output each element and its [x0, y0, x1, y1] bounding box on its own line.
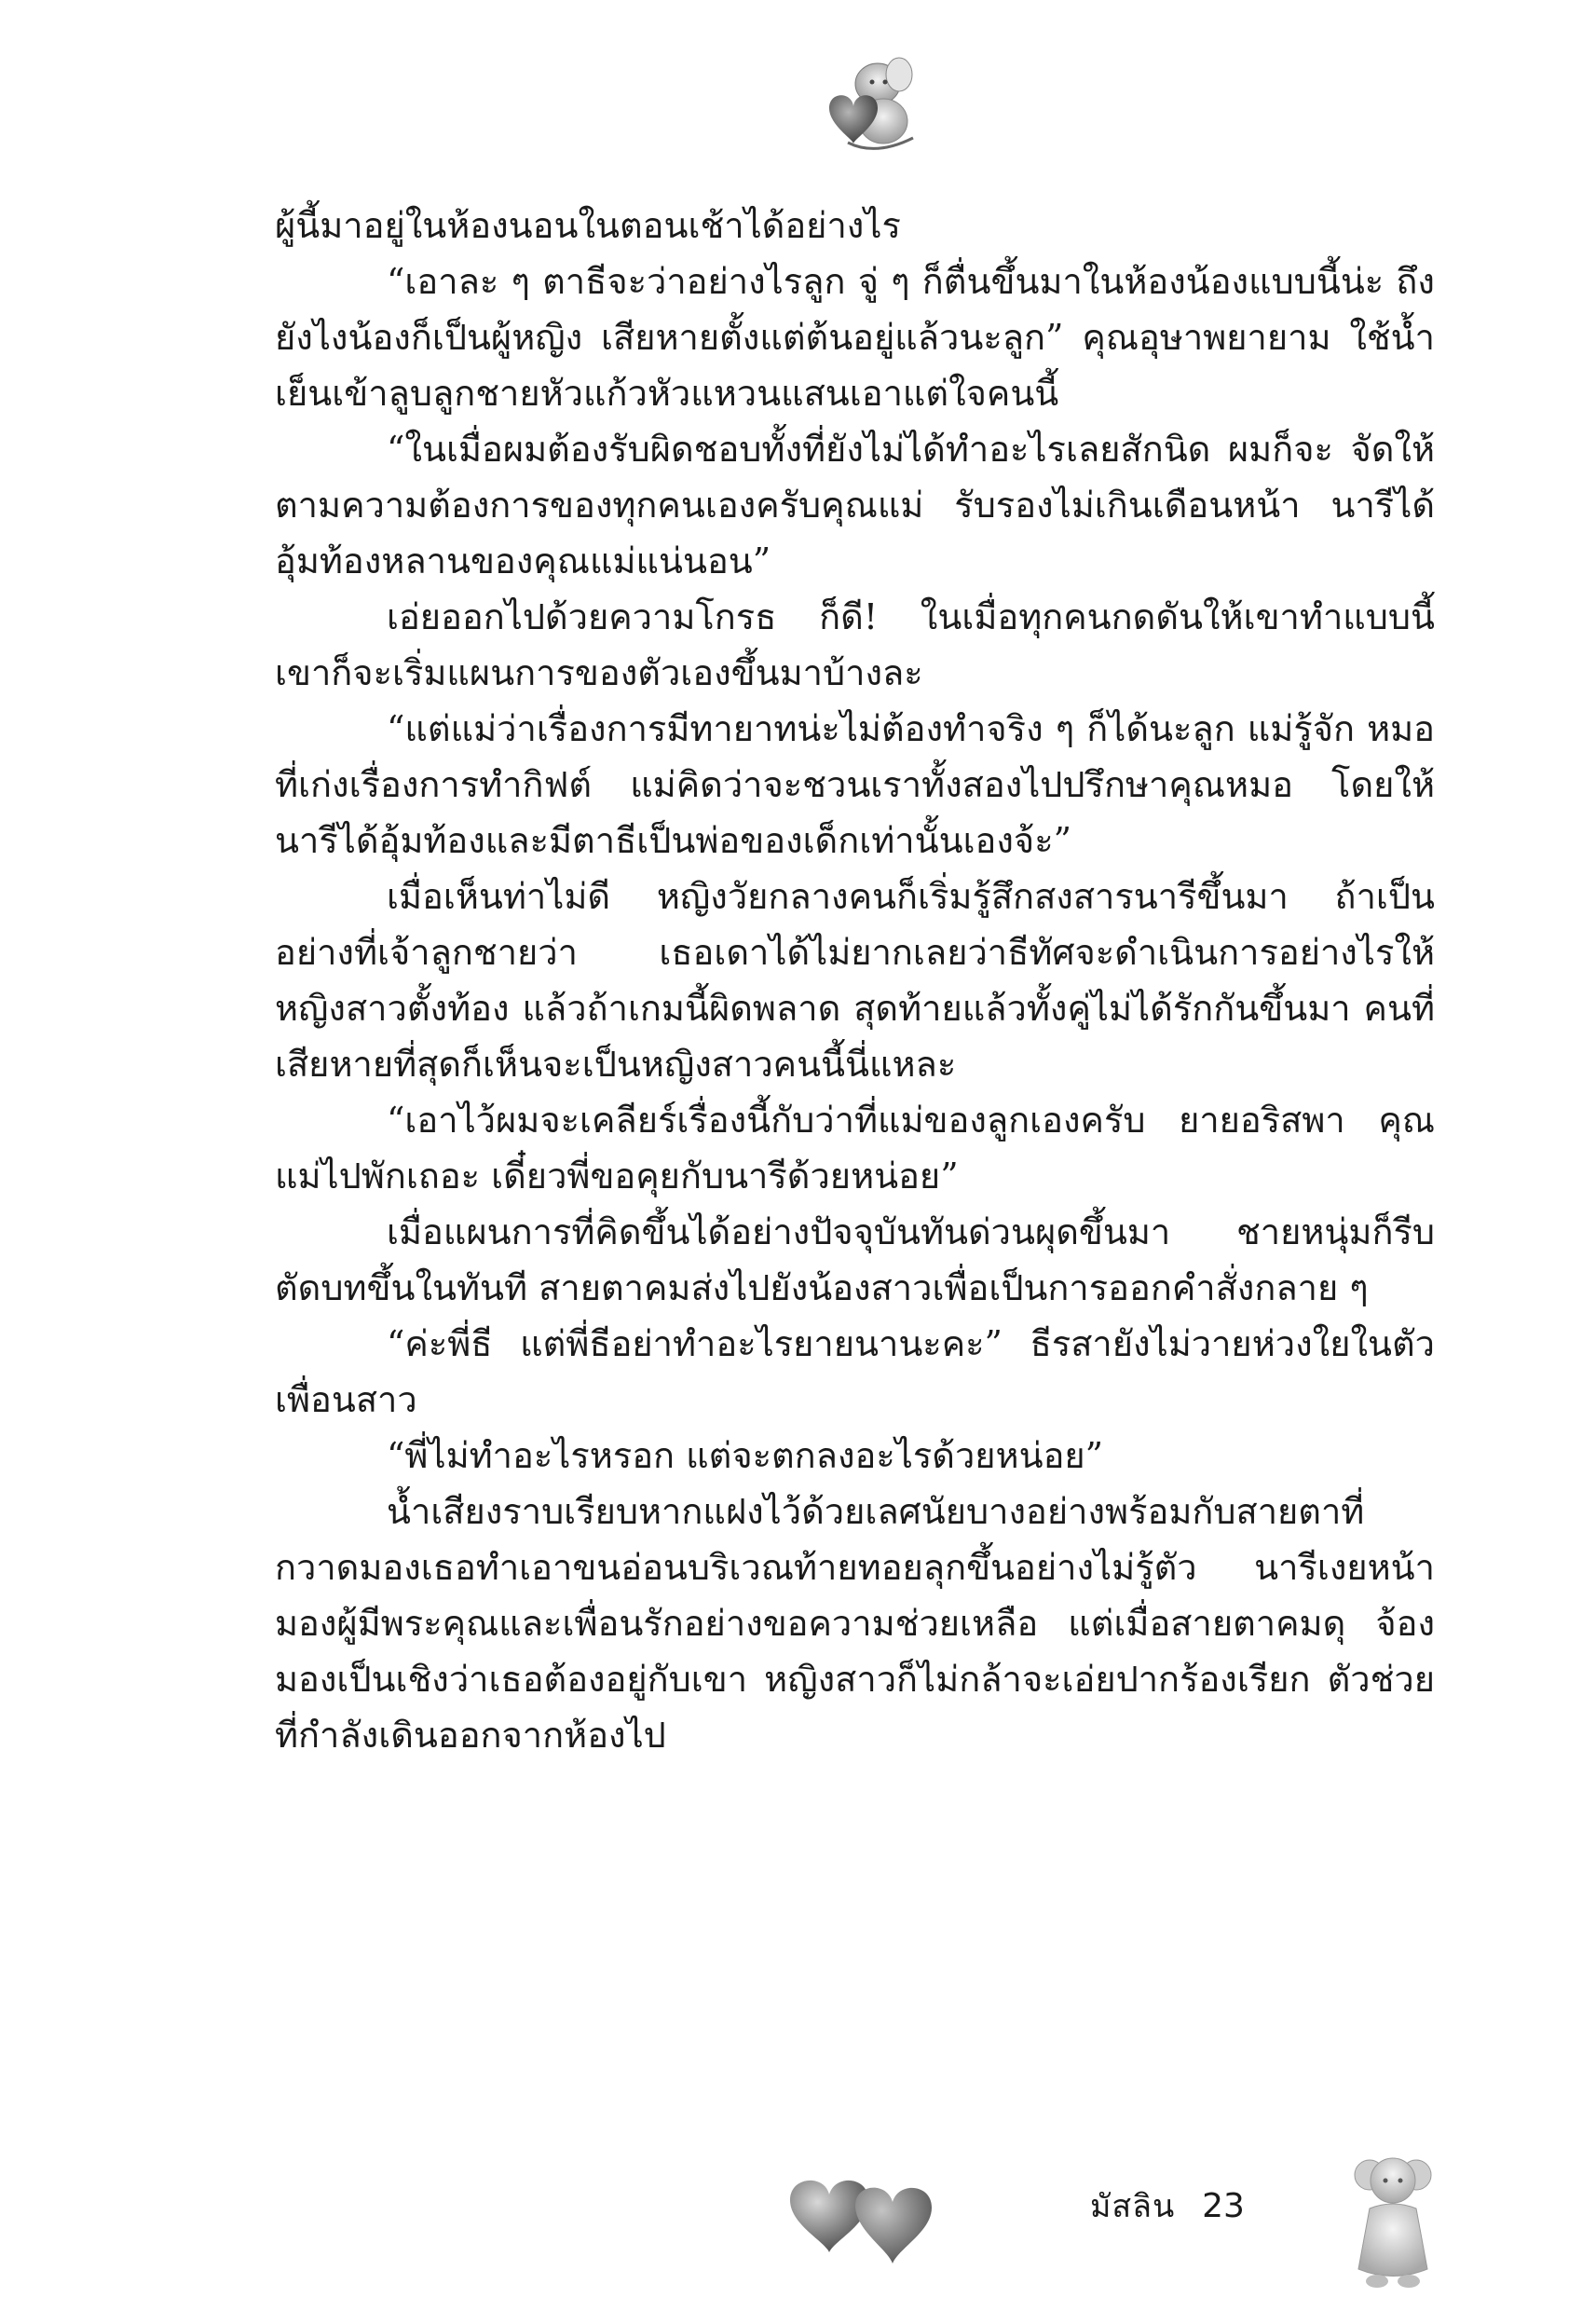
- page-number: 23: [1202, 2187, 1245, 2225]
- book-title: มัสลิน: [1090, 2188, 1176, 2225]
- two-hearts-icon: [783, 2167, 941, 2274]
- paragraph: “ค่ะพี่ธี แต่พี่ธีอย่าทำอะไรยายนานะคะ” ธีรสายังไม่วายห่วงใยในตัว เพื่อนสาว: [275, 1323, 1447, 1420]
- cupid-with-heart-icon: [811, 54, 922, 158]
- page-footer: [1090, 2181, 1245, 2231]
- paragraph: น้ำเสียงราบเรียบหากแฝงไว้ด้วยเลศนัยบางอย่างพร้อมกับสายตาที่ กวาดมองเธอทำเอาขนอ่อนบริเวณท้ายทอยลุกขึ้นอย่างไม่รู้ตัว นารีเงยหน้า มองผู้มีพระคุณและเพื่อนรักอย่างขอความช่วยเหลือ แต่เมื่อสายตาคมดุ จ้องมองเป็นเชิงว่าเธอต้องอยู่กับเขา หญิงสาวก็ไม่กล้าจะเอ่ยปากร้องเรียก ตัวช่วยที่กำลังเดินออกจากห้องไป: [275, 1491, 1447, 1756]
- paragraph: “ในเมื่อผมต้องรับผิดชอบทั้งที่ยังไม่ได้ทำอะไรเลยสักนิด ผมก็จะ จัดให้ตามความต้องการของทุกคนเองครับคุณแม่ รับรองไม่เกินเดือนหน้า นารีได้อุ้มท้องหลานของคุณแม่แน่นอน”: [275, 429, 1435, 581]
- story-body: [275, 198, 1447, 1763]
- paragraph: “เอาละ ๆ ตาธีจะว่าอย่างไรลูก จู่ ๆ ก็ตื่นขึ้นมาในห้องน้องแบบนี้น่ะ ถึงยังไงน้องก็เป็นผู้หญิง เสียหายตั้งแต่ต้นอยู่แล้วนะลูก” คุณอุษาพยายาม ใช้น้ำเย็นเข้าลูบลูกชายหัวแก้วหัวแหวนแสนเอาแต่ใจคนนี้: [275, 261, 1435, 414]
- paragraph: ผู้นี้มาอยู่ในห้องนอนในตอนเช้าได้อย่างไร: [275, 205, 901, 246]
- paragraph: “แต่แม่ว่าเรื่องการมีทายาทน่ะไม่ต้องทำจริง ๆ ก็ได้นะลูก แม่รู้จัก หมอที่เก่งเรื่องการทำกิฟต์ แม่คิดว่าจะชวนเราทั้งสองไปปรึกษาคุณหมอ โดยให้นารีได้อุ้มท้องและมีตาธีเป็นพ่อของเด็กเท่านั้นเองจ้ะ”: [275, 708, 1435, 861]
- paragraph: เมื่อเห็นท่าไม่ดี หญิงวัยกลางคนก็เริ่มรู้สึกสงสารนารีขึ้นมา ถ้าเป็น อย่างที่เจ้าลูกชายว่า เธอเดาได้ไม่ยากเลยว่าธีทัศจะดำเนินการอย่างไรให้ หญิงสาวตั้งท้อง แล้วถ้าเกมนี้ผิดพลาด สุดท้ายแล้วทั้งคู่ไม่ได้รักกันขึ้นมา คนที่เสียหายที่สุดก็เห็นจะเป็นหญิงสาวคนนี้นี่แหละ: [275, 876, 1447, 1085]
- paragraph: เมื่อแผนการที่คิดขึ้นได้อย่างปัจจุบันทันด่วนผุดขึ้นมา ชายหนุ่มก็รีบ ตัดบทขึ้นในทันที สายตาคมส่งไปยังน้องสาวเพื่อเป็นการออกคำสั่งกลาย ๆ: [275, 1211, 1447, 1308]
- paragraph: “พี่ไม่ทำอะไรหรอก แต่จะตกลงอะไรด้วยหน่อย”: [387, 1435, 1104, 1476]
- doll-icon: [1342, 2143, 1444, 2292]
- paragraph: เอ่ยออกไปด้วยความโกรธ ก็ดี! ในเมื่อทุกคนกดดันให้เขาทำแบบนี้ เขาก็จะเริ่มแผนการของตัวเองขึ้นมาบ้างละ: [275, 596, 1447, 693]
- paragraph: “เอาไว้ผมจะเคลียร์เรื่องนี้กับว่าที่แม่ของลูกเองครับ ยายอริสพา คุณแม่ไปพักเถอะ เดี๋ยวพี่ขอคุยกับนารีด้วยหน่อย”: [275, 1100, 1435, 1197]
